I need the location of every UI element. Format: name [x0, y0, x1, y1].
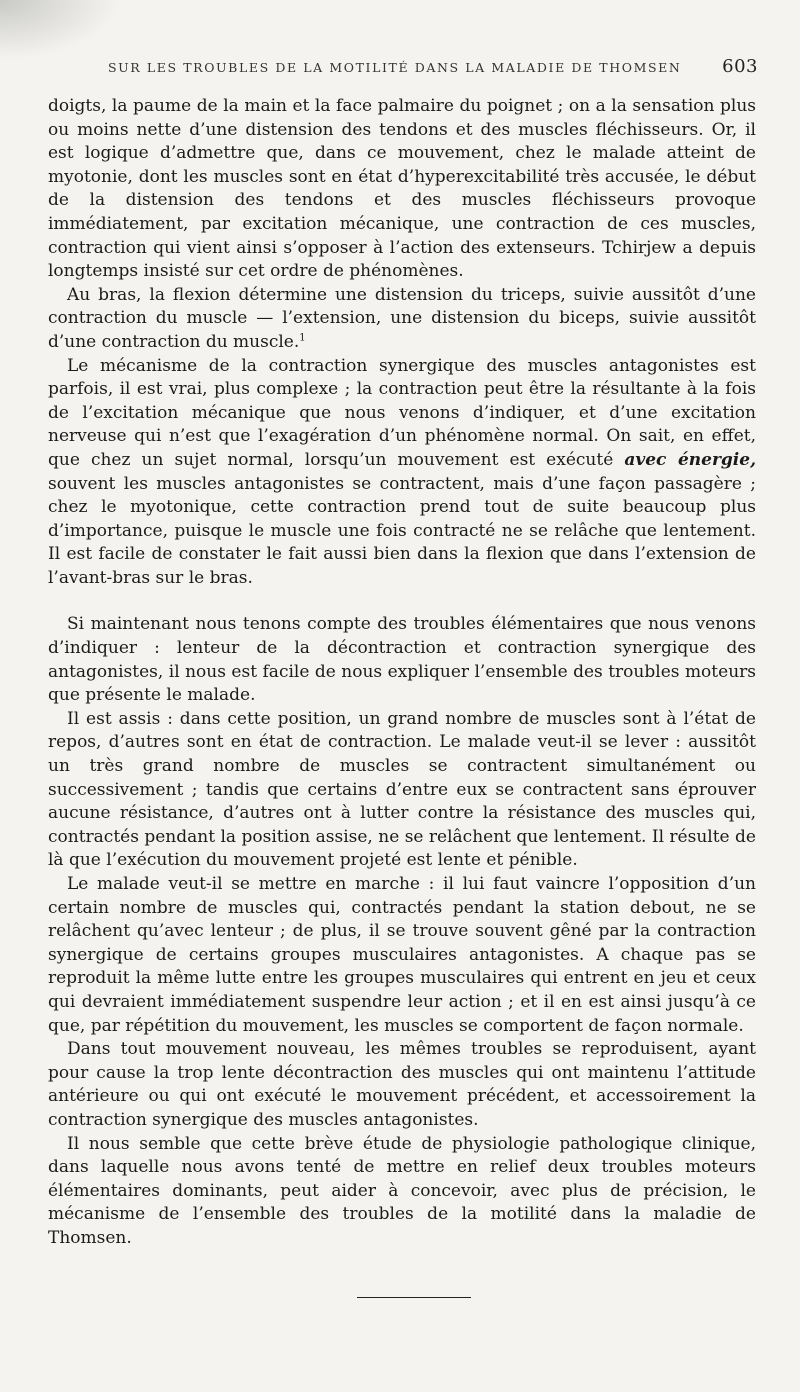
body-text	[48, 95, 756, 1251]
paragraph-new-movement: Dans tout mouvement nouveau, les mêmes troubles se reproduisent, ayant pour cause la trop lente décontraction des muscles qui ont maintenu l’attitude antérieure ou qui ont exécuté le mouvement précédent, et accessoirement la contraction synergique des muscles antagonistes.	[48, 1039, 756, 1130]
paragraph-conclusion: Il nous semble que cette brève étude de physiologie pathologique clinique, dans laquelle nous avons tenté de mettre en relief deux troubles moteurs élémentaires dominants, peut aider à concevoir, avec plus de précision, le mécanisme de l’ensemble des troubles de la motilité dans la maladie de Thomsen.	[48, 1133, 756, 1248]
emphasis-avec-energie: avec énergie,	[624, 449, 756, 470]
paragraph-walking: Le malade veut-il se mettre en marche : il lui faut vaincre l’opposition d’un certain nombre de muscles qui, contractés pendant la station debout, ne se relâchent qu’avec lenteur ; de plus, il se trouve souvent gêné par la contraction synergique de certains groupes musculaires antagonistes. A chaque pas se reproduit la même lutte entre les groupes musculaires qui entrent en jeu et ceux qui devraient immédiatement suspendre leur action ; et il en est ainsi jusqu’à ce que, par répétition du mouvement, les muscles se comportent de façon normale.	[48, 874, 756, 1036]
paragraph-synergic-mechanism-before: Le mécanisme de la contraction synergique des muscles antagonistes est parfois, il est vrai, plus complexe ; la contraction peut être la résultante à la fois de l’excitation mécanique que nous venons d’indiquer, et d’une excitation nerveuse qui n’est que l’exagération d’un phénomène normal. On sait, en effet, que chez un sujet normal, lorsqu’un mouvement est exécuté	[48, 355, 756, 470]
paragraph-arm-flexion-text: Au bras, la flexion détermine une distension du triceps, suivie aussitôt d’une contraction du muscle — l’extension, une distension du biceps, suivie aussitôt d’une contraction du muscle.	[48, 284, 756, 352]
page-number: 603	[722, 56, 758, 77]
end-rule-divider	[357, 1297, 471, 1298]
paragraph-continuation: doigts, la paume de la main et la face palmaire du poignet ; on a la sensation plus ou moins nette d’une distension des tendons et des muscles fléchisseurs. Or, il est logique d’admettre que, dans ce mouvement, chez le malade atteint de myotonie, dont les muscles sont en état d’hyperexcitabilité très accusée, le début de la distension des tendons et des muscles fléchisseurs provoque immédiatement, par excitation mécanique, une contraction de ces muscles, contraction qui vient ainsi s’opposer à l’action des extenseurs. Tchirjew a depuis longtemps insisté sur cet ordre de phénomènes.	[48, 96, 756, 282]
scan-corner-shading	[0, 0, 120, 60]
paragraph-synergic-mechanism-after: souvent les muscles antagonistes se contractent, mais d’une façon passagère ; chez le myotonique, cette contraction prend tout de suite beaucoup plus d’importance, puisque le muscle une fois contracté ne se relâche que lentement. Il est facile de constater le fait aussi bien dans la flexion que dans l’extension de l’avant-bras sur le bras.	[48, 473, 756, 588]
paragraph-seated-patient: Il est assis : dans cette position, un grand nombre de muscles sont à l’état de repos, d’autres sont en état de contraction. Le malade veut-il se lever : aussitôt un très grand nombre de muscles se contractent simultanément ou successivement ; tandis que certains d’entre eux se contractent sans éprouver aucune résistance, d’autres ont à lutter contre la résistance des muscles qui, contractés pendant la position assise, ne se relâchent que lentement. Il résulte de là que l’exécution du mouvement projeté est lente et pénible.	[48, 708, 756, 871]
paragraph-elementary-troubles: Si maintenant nous tenons compte des troubles élémentaires que nous venons d’indiquer : lenteur de la décontraction et contraction synergique des antagonistes, il nous est facile de nous expliquer l’ensemble des troubles moteurs que présente le malade.	[48, 614, 756, 706]
paragraph-arm-flexion	[48, 284, 756, 355]
footnote-marker[interactable]: 1	[299, 332, 306, 344]
paragraph-synergic-mechanism	[48, 355, 756, 591]
running-title: SUR LES TROUBLES DE LA MOTILITÉ DANS LA MALADIE DE THOMSEN	[108, 60, 682, 75]
